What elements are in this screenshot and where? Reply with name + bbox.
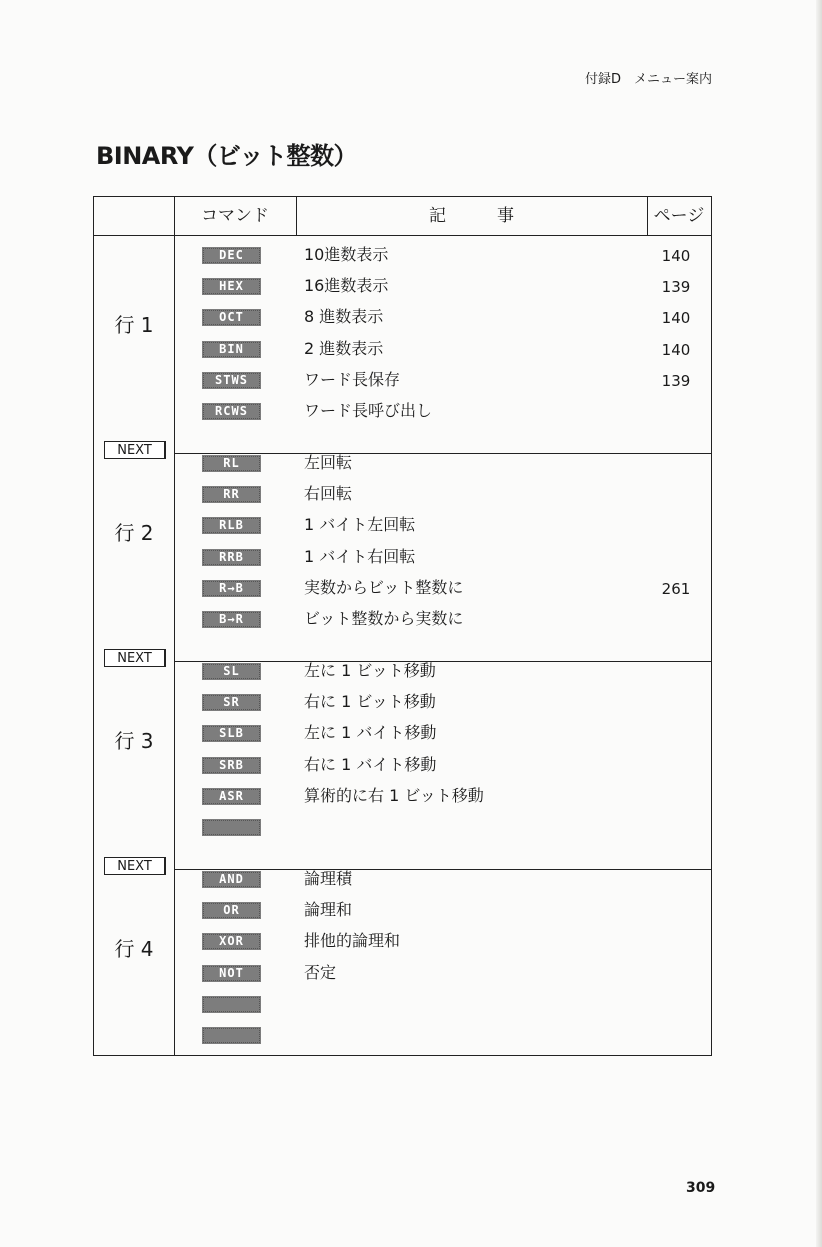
softkey-br[interactable]: B→R xyxy=(202,611,261,628)
softkey-rl[interactable]: RL xyxy=(202,455,261,472)
page-ref: 139 xyxy=(661,278,691,297)
softkey-rb[interactable]: R→B xyxy=(202,580,261,597)
softkey-oct[interactable]: OCT xyxy=(202,309,261,326)
page-ref xyxy=(652,995,700,1015)
row-label: 行 1 xyxy=(114,313,154,337)
description: 右回転 xyxy=(304,484,353,504)
page-ref: 140 xyxy=(661,340,691,359)
softkey-rcws[interactable]: RCWS xyxy=(202,403,261,420)
softkey-blank[interactable] xyxy=(202,819,261,836)
softkey-blank[interactable] xyxy=(202,1027,261,1044)
header-description: 記 事 xyxy=(429,206,514,226)
page-ref: 140 xyxy=(661,309,691,328)
description: 左に 1 ビット移動 xyxy=(304,661,436,680)
description: 右に 1 ビット移動 xyxy=(304,692,436,712)
page-ref xyxy=(652,516,700,536)
description: ビット整数から実数に xyxy=(304,609,464,628)
page-ref xyxy=(652,870,700,890)
next-key[interactable]: NEXT xyxy=(104,649,166,667)
header-page: ページ xyxy=(653,206,705,226)
header-blank xyxy=(94,197,174,235)
description: 否定 xyxy=(304,962,337,982)
softkey-slb[interactable]: SLB xyxy=(202,725,261,742)
softkey-and[interactable]: AND xyxy=(202,871,261,888)
softkey-stws[interactable]: STWS xyxy=(202,372,261,389)
page-ref xyxy=(652,756,700,776)
description: 10進数表示 xyxy=(304,245,389,264)
page-ref xyxy=(652,693,700,713)
section-title: BINARY（ビット整数） xyxy=(96,142,357,170)
row-label: 行 4 xyxy=(114,937,154,961)
description: 1 バイト左回転 xyxy=(304,515,416,535)
row-divider xyxy=(174,661,711,662)
description: ワード長保存 xyxy=(304,369,401,389)
table-divider xyxy=(174,197,175,1055)
page-ref: 261 xyxy=(661,579,691,598)
description: 算術的に右 1 ビット移動 xyxy=(304,785,484,805)
page-number: 309 xyxy=(686,1180,716,1196)
page-ref xyxy=(652,964,700,984)
description: 1 バイト右回転 xyxy=(304,546,416,566)
page-ref xyxy=(652,724,700,744)
row-divider xyxy=(174,869,711,870)
softkey-rr[interactable]: RR xyxy=(202,486,261,503)
page-ref: 140 xyxy=(661,247,691,265)
softkey-dec[interactable]: DEC xyxy=(202,247,261,264)
description: 8 進数表示 xyxy=(304,307,384,327)
softkey-xor[interactable]: XOR xyxy=(202,933,261,950)
page-ref xyxy=(652,454,700,474)
page-ref xyxy=(652,548,700,568)
softkey-or[interactable]: OR xyxy=(202,902,261,919)
softkey-not[interactable]: NOT xyxy=(202,965,261,982)
row-divider xyxy=(174,453,711,454)
menu-table xyxy=(93,196,712,1056)
softkey-blank[interactable] xyxy=(202,996,261,1013)
page-ref xyxy=(652,610,700,630)
softkey-sr[interactable]: SR xyxy=(202,694,261,711)
description: 左回転 xyxy=(304,453,353,472)
page-ref xyxy=(652,485,700,505)
header-divider xyxy=(94,235,711,236)
description: ワード長呼び出し xyxy=(304,401,433,420)
header-command: コマンド xyxy=(201,206,269,226)
description: 16進数表示 xyxy=(304,276,389,296)
next-key[interactable]: NEXT xyxy=(104,441,166,459)
page-ref xyxy=(652,787,700,807)
description: 排他的論理和 xyxy=(304,931,401,951)
softkey-rlb[interactable]: RLB xyxy=(202,517,261,534)
page-ref: 139 xyxy=(661,371,691,390)
softkey-hex[interactable]: HEX xyxy=(202,278,261,295)
description: 論理和 xyxy=(304,900,353,920)
next-key[interactable]: NEXT xyxy=(104,857,166,875)
softkey-sl[interactable]: SL xyxy=(202,663,261,680)
page-edge xyxy=(816,0,822,1247)
row-label: 行 2 xyxy=(114,521,154,545)
description: 右に 1 バイト移動 xyxy=(304,754,437,774)
running-header: 付録D メニュー案内 xyxy=(585,72,713,87)
row-label: 行 3 xyxy=(114,729,154,753)
description: 左に 1 バイト移動 xyxy=(304,723,437,743)
page-ref xyxy=(652,402,700,422)
description: 2 進数表示 xyxy=(304,338,384,358)
page-ref xyxy=(652,901,700,921)
page-ref xyxy=(652,932,700,952)
page-ref xyxy=(652,818,700,838)
softkey-rrb[interactable]: RRB xyxy=(202,549,261,566)
page-ref xyxy=(652,662,700,682)
softkey-bin[interactable]: BIN xyxy=(202,341,261,358)
softkey-asr[interactable]: ASR xyxy=(202,788,261,805)
page-ref xyxy=(652,1026,700,1046)
description: 実数からビット整数に xyxy=(304,577,464,597)
softkey-srb[interactable]: SRB xyxy=(202,757,261,774)
description: 論理積 xyxy=(304,869,353,888)
